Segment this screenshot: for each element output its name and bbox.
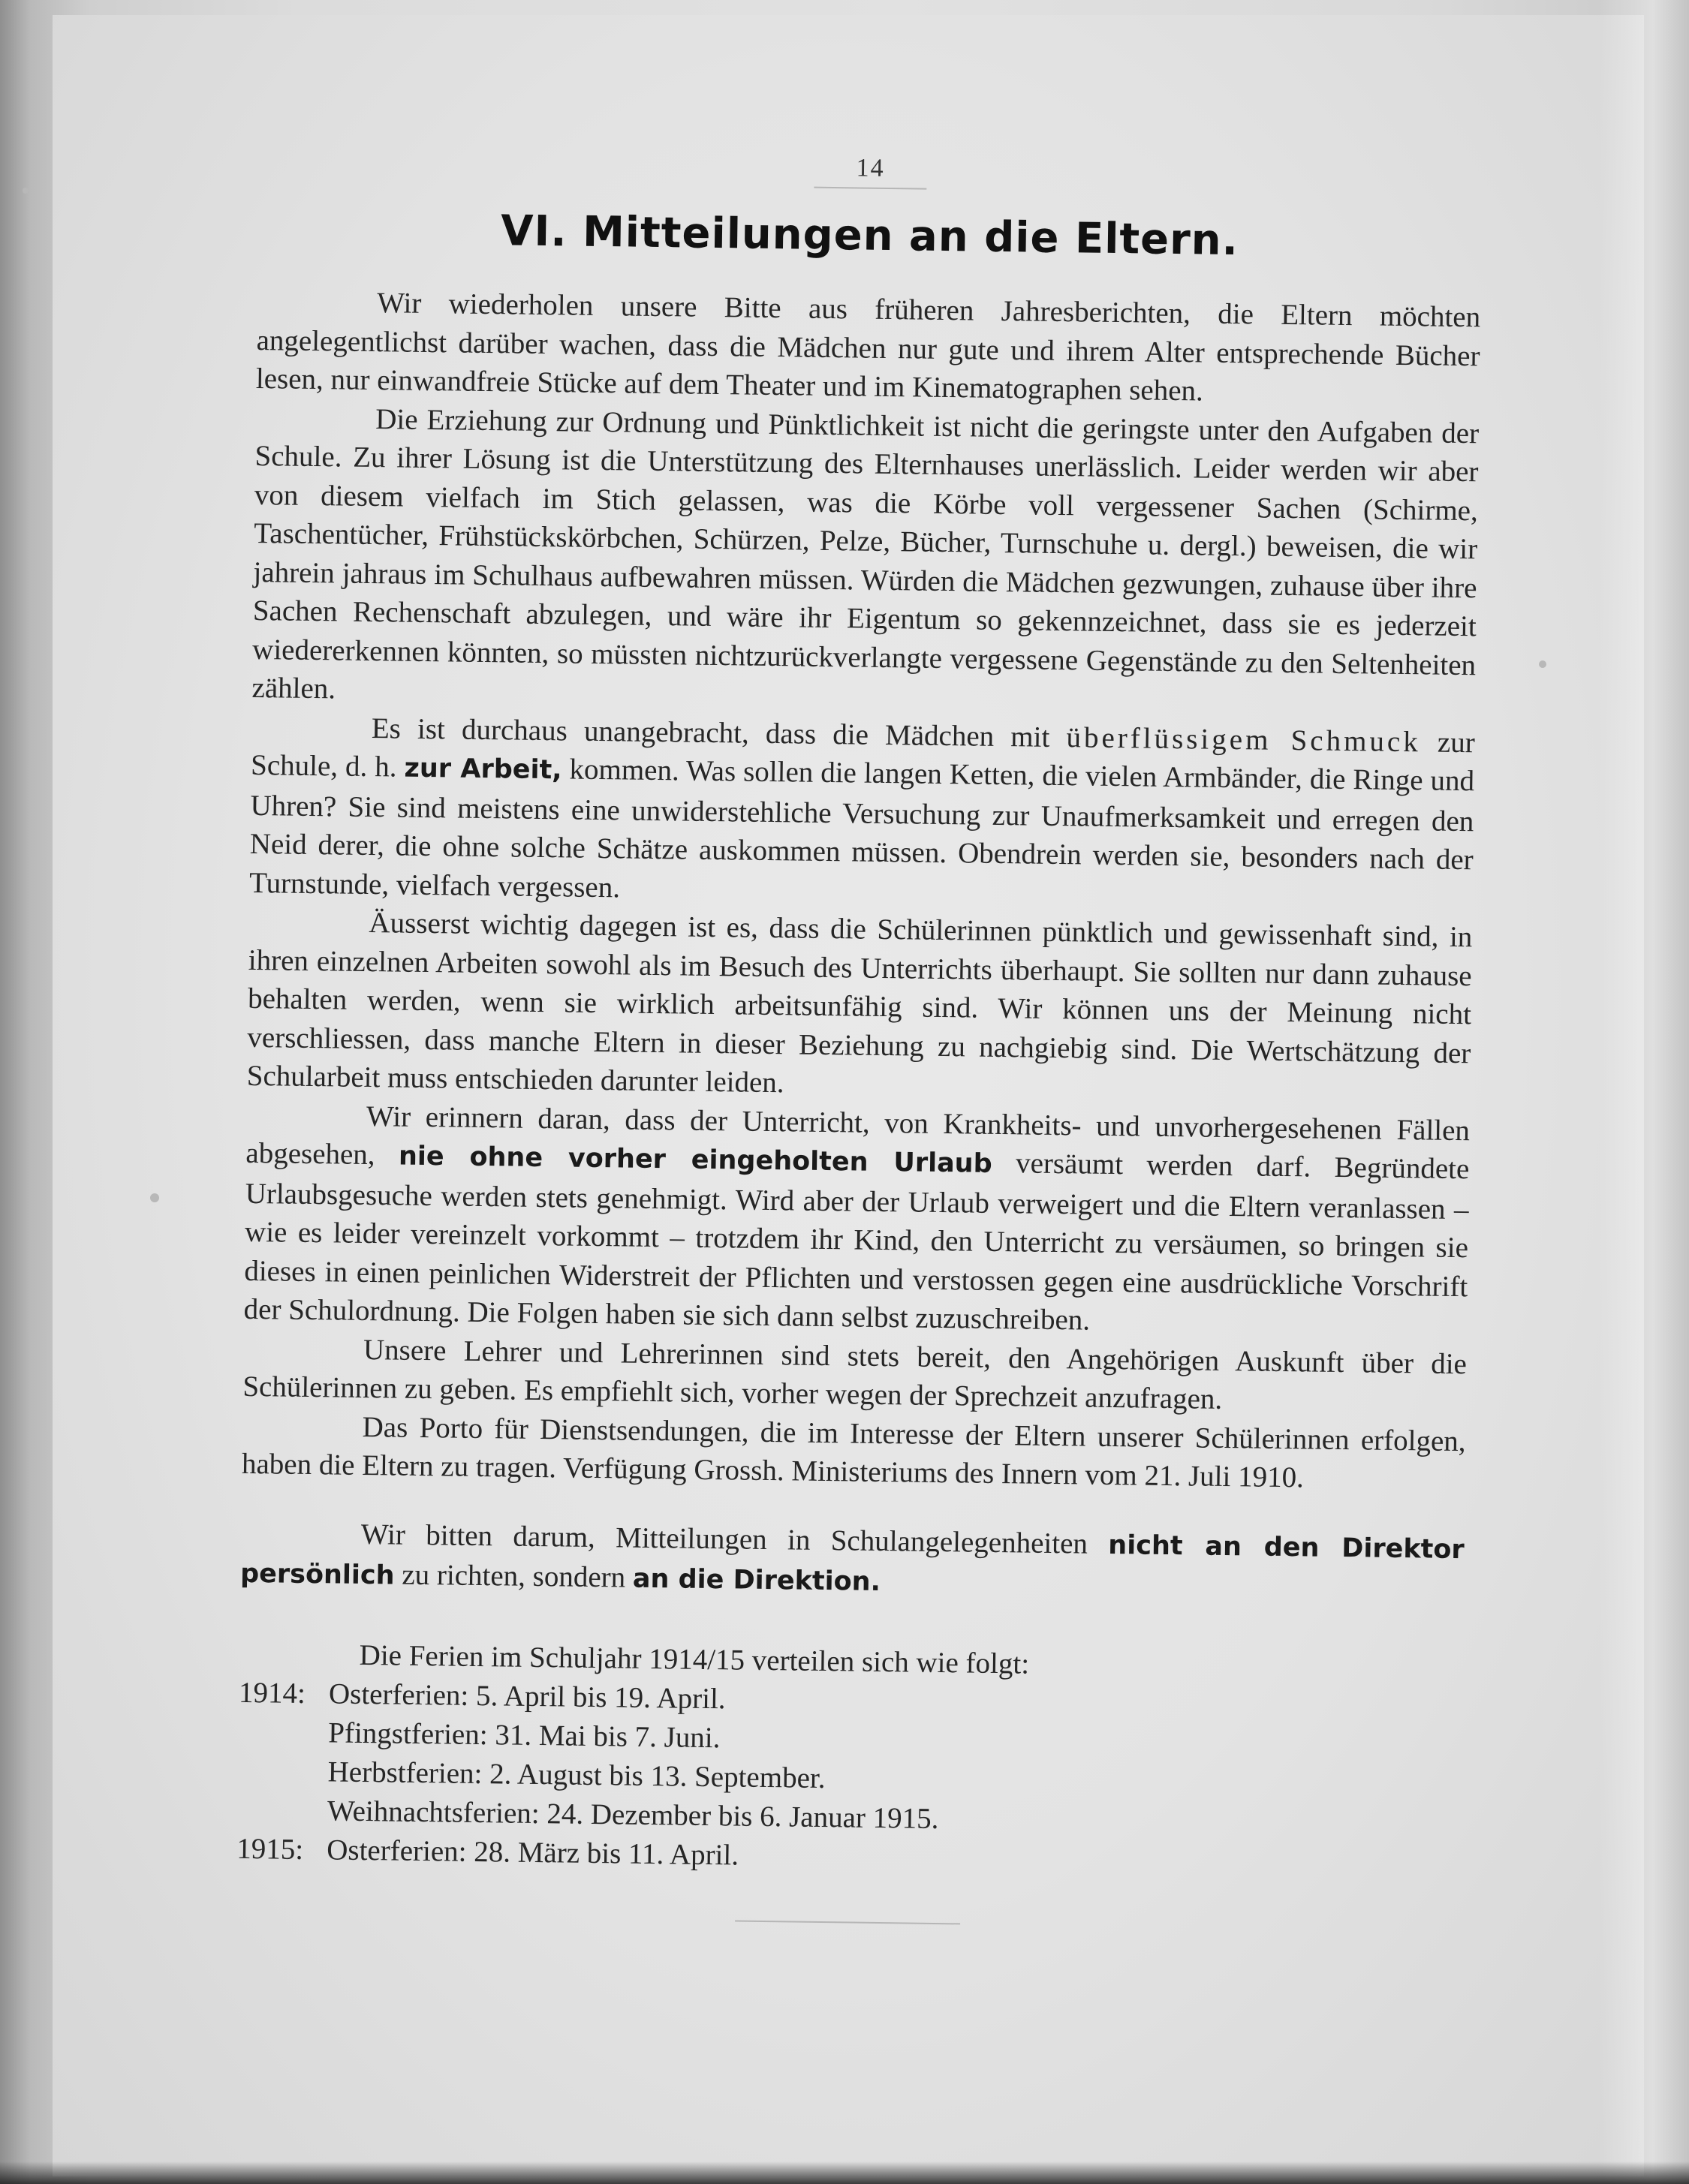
paragraph-order: Die Erziehung zur Ordnung und Pünktlichkeit ist nicht die geringste unter den Aufgaben der Schule. Zu ihrer Lösung ist die Unterstützung des Elternhauses unerlässlich. Leider werden wir aber von diesem vielfach im Stich gelassen, was die Körbe voll vergessener Sachen (Schirme, Taschentücher, Frühstückskörbchen, Schürzen, Pelze, Bücher, Turnschuhe u. dergl.) beweisen, die wir jahrein jahraus im Schulhaus aufbewahren müssen. Würden die Mädchen gezwungen, zuhause über ihre Sachen Rechenschaft abzulegen, und wäre ihr Eigentum so gekennzeichnet, dass sie es jederzeit wiedererkennen könnten, so müssten nichtzurückverlangte vergessene Gegenstände zu den Seltenheiten zählen. [251,402,1480,705]
holiday-entry: Osterferien: 5. April bis 19. April. [328,1677,726,1715]
holiday-intro: Die Ferien im Schuljahr 1914/15 verteilen sich wie folgt: [359,1638,1030,1680]
page-number-rule [814,187,926,190]
holiday-schedule [236,1634,1463,1884]
paragraph-leave [243,1095,1470,1344]
paragraph-text: versäumt werden darf. Begründete Urlaubsgesuche werden stets genehmigt. Wird aber der Urlaub verweigert und die Eltern veranlassen – wie es leider vereinzelt vorkommt – trotzdem ihr Kind, den Unterricht zu versäumen, so bringen sie dieses in einen peinlichen Widerstreit der Pflichten und verstossen gegen eine ausdrückliche Vorschrift der Schulordnung. Die Folgen haben sie sich dann selbst zuzuschreiben. [243,1147,1470,1337]
emphasis-bold: nicht an den Direktor persönlich [239,1530,1465,1591]
paragraph-punctuality: Äusserst wichtig dagegen ist es, dass die Schülerinnen pünktlich und gewissenhaft sind, in ihren einzelnen Arbeiten sowohl als im Besuch des Unterrichts überhaupt. Sie sollten nur dann zuhause behalten werden, wenn sie wirklich arbeitsunfähig sind. Wir können uns der Meinung nicht verschliessen, dass manche Eltern in dieser Beziehung zu nachgiebig sind. Die Wertschätzung der Schularbeit muss entschieden darunter leiden. [246,907,1473,1100]
paragraph-text: zu richten, sondern [402,1558,626,1594]
emphasis-bold: zur Arbeit, [404,753,562,786]
holiday-entry: Osterferien: 28. März bis 11. April. [327,1833,739,1872]
page-edge-right [1599,0,1689,2184]
scan-smudge [1539,660,1546,668]
scan-smudge [23,188,29,194]
holiday-entry: Weihnachtsferien: 24. Dezember bis 6. Januar 1915. [327,1794,939,1835]
paragraph-text: kommen. Was sollen die langen Ketten, die vielen Armbänder, die Ringe und Uhren? Sie sind meistens eine unwiderstehliche Versuchung zur Unaufmerksamkeit und erregen den Neid derer, die ohne solche Schätze auskommen müssen. Obendrein werden sie, besonders nach der Turnstunde, vielfach vergessen. [248,753,1475,904]
holiday-entry: Pfingstferien: 31. Mai bis 7. Juni. [328,1716,721,1754]
paragraph-text: Wir bitten darum, Mitteilungen in Schulangelegenheiten [360,1518,1088,1560]
emphasis-bold: nie ohne vorher eingeholten Urlaub [398,1141,992,1179]
paragraph-reading: Wir wiederholen unsere Bitte aus früheren Jahresberichten, die Eltern möchten angelegentlichst darüber wachen, dass die Mädchen nur gute und ihrem Alter entsprechende Bücher lesen, nur einwandfreie Stücke auf dem Theater und im Kinematographen sehen. [255,287,1481,408]
paragraph-text: Es ist durchaus unangebracht, dass die Mädchen mit [371,711,1050,754]
holiday-year: 1915: [236,1832,304,1866]
page-content [236,146,1483,1931]
paragraph-text: zur Schule, d. h. [250,726,1476,784]
paragraph-contact [240,1513,1465,1609]
holiday-year: 1914: [238,1676,306,1710]
page-edge-bottom [0,2161,1689,2184]
holiday-entry: Herbstferien: 2. August bis 13. September. [327,1755,826,1794]
paragraph-jewelry [249,707,1475,918]
section-heading: VI. Mitteilungen an die Eltern. [500,206,1239,266]
paragraph-postage: Das Porto für Dienstsendungen, die im Interesse der Eltern unserer Schülerinnen erfolgen, haben die Eltern zu tragen. Verfügung Grossh. Ministeriums des Innern vom 21. Juli 1910. [241,1410,1466,1494]
paragraph-text: Wir erinnern daran, dass der Unterricht, von Krankheits- und unvorhergesehenen Fällen abgesehen, [245,1100,1471,1172]
page-number: 14 [856,154,885,182]
scan-smudge [150,1193,159,1202]
emphasis-bold: an die Direktion. [632,1563,881,1597]
paragraph-teachers: Unsere Lehrer und Lehrerinnen sind stets bereit, den Angehörigen Auskunft über die Schülerinnen zu geben. Es empfiehlt sich, vorher wegen der Sprechzeit anzufragen. [242,1333,1468,1415]
emphasis-spaced: überflüssigem Schmuck [1066,720,1422,758]
